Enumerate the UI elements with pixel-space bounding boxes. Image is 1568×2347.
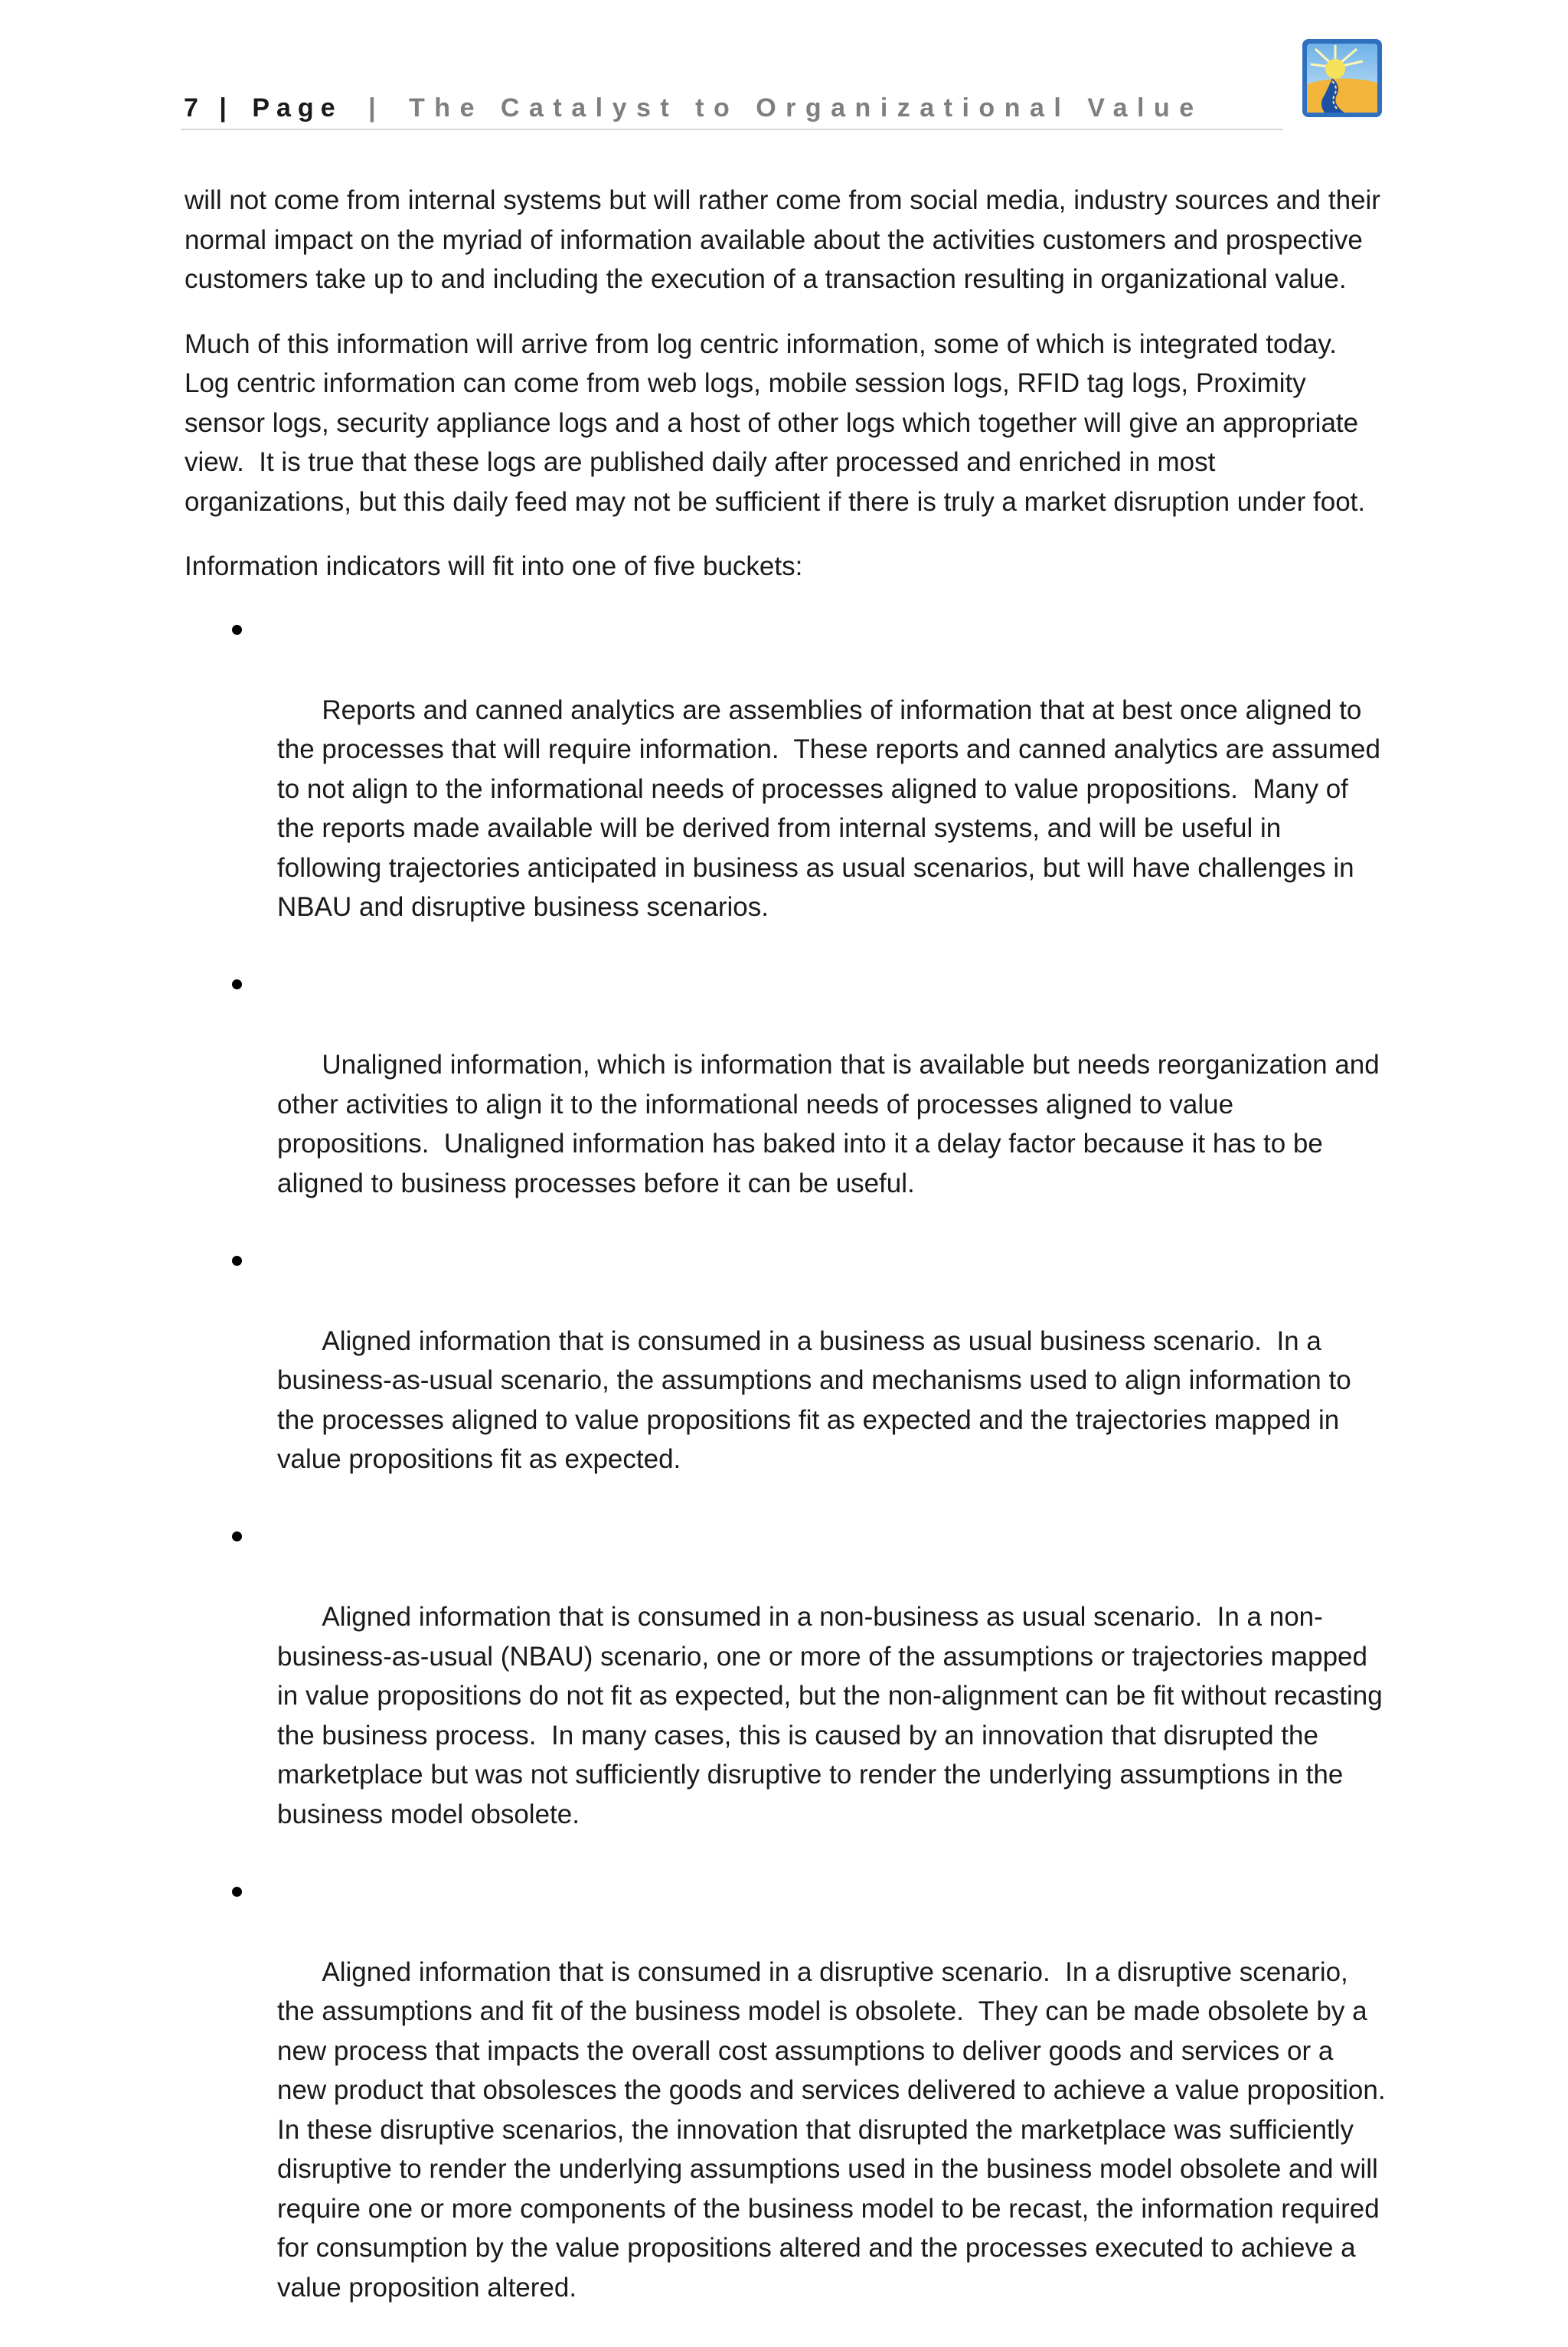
- header-divider: [181, 129, 1283, 130]
- document-title: The Catalyst to Organizational Value: [409, 93, 1204, 123]
- bullet-icon: [232, 1256, 242, 1266]
- list-item-text: Aligned information that is consumed in a business as usual business scenario. In a business-as-usual scenario, the assumptions and mechanisms used to align information to the processes aligned to value propositions fit as expected and the trajectories mapped in value propositions fit as expected.: [277, 1325, 1359, 1474]
- list-item-text: Aligned information that is consumed in a non-business as usual scenario. In a non-business-as-usual (NBAU) scenario, one or more of the assumptions or trajectories mapped in value propositions do not fit as expected, but the non-alignment can be fit without recasting the business process. In many cases, this is caused by an innovation that disrupted the marketplace but was not sufficiently disruptive to render the underlying assumptions in the business model obsolete.: [277, 1602, 1390, 1829]
- list-item-text: Reports and canned analytics are assemblies of information that at best once aligned to the processes that will require information. These reports and canned analytics are assumed to not align to the informational needs of processes aligned to value propositions. Many of the reports made available will be derived from internal systems, and will be useful in following trajectories anticipated in business as usual scenarios, but will have challenges in NBAU and disruptive business scenarios.: [277, 695, 1388, 922]
- title-separator: |: [368, 93, 383, 123]
- list-item: [185, 966, 1387, 1243]
- paragraph: will not come from internal systems but will rather come from social media, industry sources and their normal impact on the myriad of information available about the activities customers and prospective customers take up to and including the execution of a transaction resulting in organizational value.: [185, 185, 1388, 294]
- header-separator: |: [219, 93, 234, 123]
- document-body: [185, 181, 1401, 2347]
- page-number: 7: [184, 93, 205, 123]
- header-text: [184, 93, 1204, 123]
- bullet-icon: [232, 1887, 242, 1897]
- list-item: [185, 1874, 1401, 2347]
- list-item-text: Unaligned information, which is information that is available but needs reorganization and other activities to align it to the informational needs of processes aligned to value propositions. Unaligned information has baked into it a delay factor because it has to be aligned to business processes before it can be useful.: [277, 1050, 1387, 1198]
- page-label: Page: [252, 93, 342, 123]
- list-item-text: Aligned information that is consumed in a disruptive scenario. In a disruptive scenario, the assumptions and fit of the business model is obsolete. They can be made obsolete by a new process that impacts the overall cost assumptions to deliver goods and services or a new product that obsolesces the goods and services delivered to achieve a value proposition. In these disruptive scenarios, the innovation that disrupted the marketplace was sufficiently disruptive to render the underlying assumptions used in the business model obsolete and will require one or more components of the business model to be recast, the information required for consumption by the value propositions altered and the processes executed to achieve a value proposition altered.: [277, 1956, 1401, 2303]
- bullet-icon: [232, 979, 242, 989]
- list-item: [185, 1243, 1387, 1519]
- paragraph: Information indicators will fit into one of five buckets:: [185, 551, 803, 581]
- paragraph: Much of this information will arrive from log centric information, some of which is integrated today. Log centric information can come from web logs, mobile session logs, RFID tag logs, Proximity sensor logs, security appliance logs and a host of other logs which together will give an appropriate view. It is true that these logs are published daily after processed and enriched in most organizations, but this daily feed may not be sufficient if there is truly a market disruption under foot.: [185, 329, 1366, 517]
- list-item: [185, 612, 1387, 967]
- sunrise-road-logo-icon: [1302, 38, 1383, 118]
- bullet-list: [185, 612, 1401, 2347]
- list-item: [185, 1518, 1390, 1874]
- bullet-icon: [232, 1531, 242, 1541]
- page-header: [184, 90, 1286, 130]
- bullet-icon: [232, 625, 242, 635]
